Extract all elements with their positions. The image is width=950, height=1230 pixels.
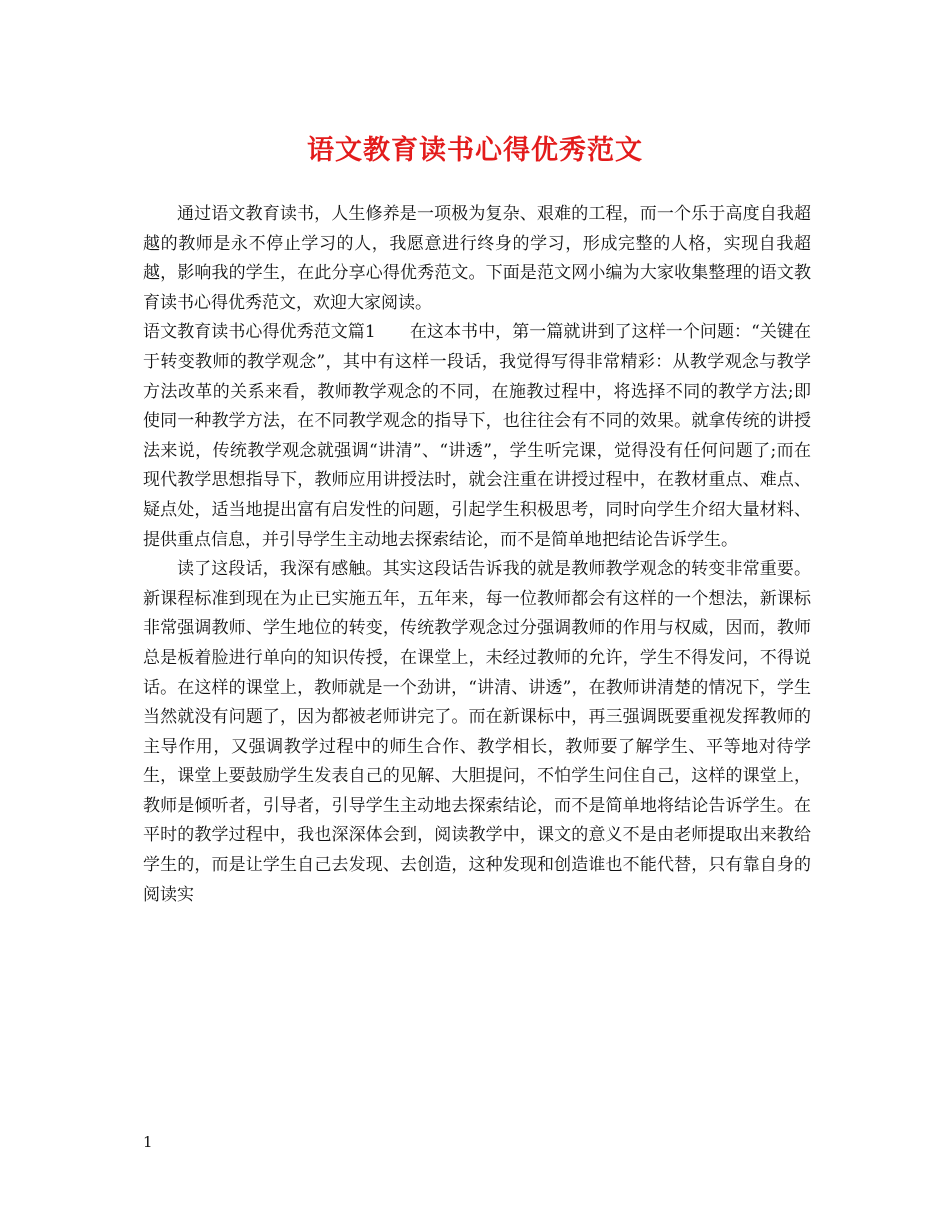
document-body xyxy=(143,200,811,910)
page-number: 1 xyxy=(143,1133,153,1151)
paragraph-essay-1: 语文教育读书心得优秀范文篇1 在这本书中，第一篇就讲到了这样一个问题：“关键在于转变教师的教学观念”，其中有这样一段话，我觉得写得非常精彩：从教学观念与教学方法改革的关系来看，教师教学观念的不同，在施教过程中，将选择不同的教学方法;即使同一种教学方法，在不同教学观念的指导下，也往往会有不同的效果。就拿传统的讲授法来说，传统教学观念就强调“讲清”、“讲透”，学生听完课，觉得没有任何问题了;而在现代教学思想指导下，教师应用讲授法时，就会注重在讲授过程中，在教材重点、难点、疑点处，适当地提出富有启发性的问题，引起学生积极思考，同时向学生介绍大量材料、提供重点信息，并引导学生主动地去探索结论，而不是简单地把结论告诉学生。 xyxy=(143,322,811,550)
document-title: 语文教育读书心得优秀范文 xyxy=(307,135,643,166)
paragraph-intro: 通过语文教育读书，人生修养是一项极为复杂、艰难的工程，而一个乐于高度自我超越的教师是永不停止学习的人，我愿意进行终身的学习，形成完整的人格，实现自我超越，影响我的学生，在此分享心得优秀范文。下面是范文网小编为大家收集整理的语文教育读书心得优秀范文，欢迎大家阅读。 xyxy=(143,204,811,313)
paragraph-reflection: 读了这段话，我深有感触。其实这段话告诉我的就是教师教学观念的转变非常重要。新课程标准到现在为止已实施五年，五年来，每一位教师都会有这样的一个想法，新课标非常强调教师、学生地位的转变，传统教学观念过分强调教师的作用与权威，因而，教师总是板着脸进行单向的知识传授，在课堂上，未经过教师的允许，学生不得发问，不得说话。在这样的课堂上，教师就是一个劲讲，“讲清、讲透”，在教师讲清楚的情况下，学生当然就没有问题了，因为都被老师讲完了。而在新课标中，再三强调既要重视发挥教师的主导作用，又强调教学过程中的师生合作、教学相长，教师要了解学生、平等地对待学生，课堂上要鼓励学生发表自己的见解、大胆提问，不怕学生问住自己，这样的课堂上，教师是倾听者，引导者，引导学生主动地去探索结论，而不是简单地将结论告诉学生。在平时的教学过程中，我也深深体会到，阅读教学中，课文的意义不是由老师提取出来教给学生的，而是让学生自己去发现、去创造，这种发现和创造谁也不能代替，只有靠自身的阅读实 xyxy=(143,559,811,905)
